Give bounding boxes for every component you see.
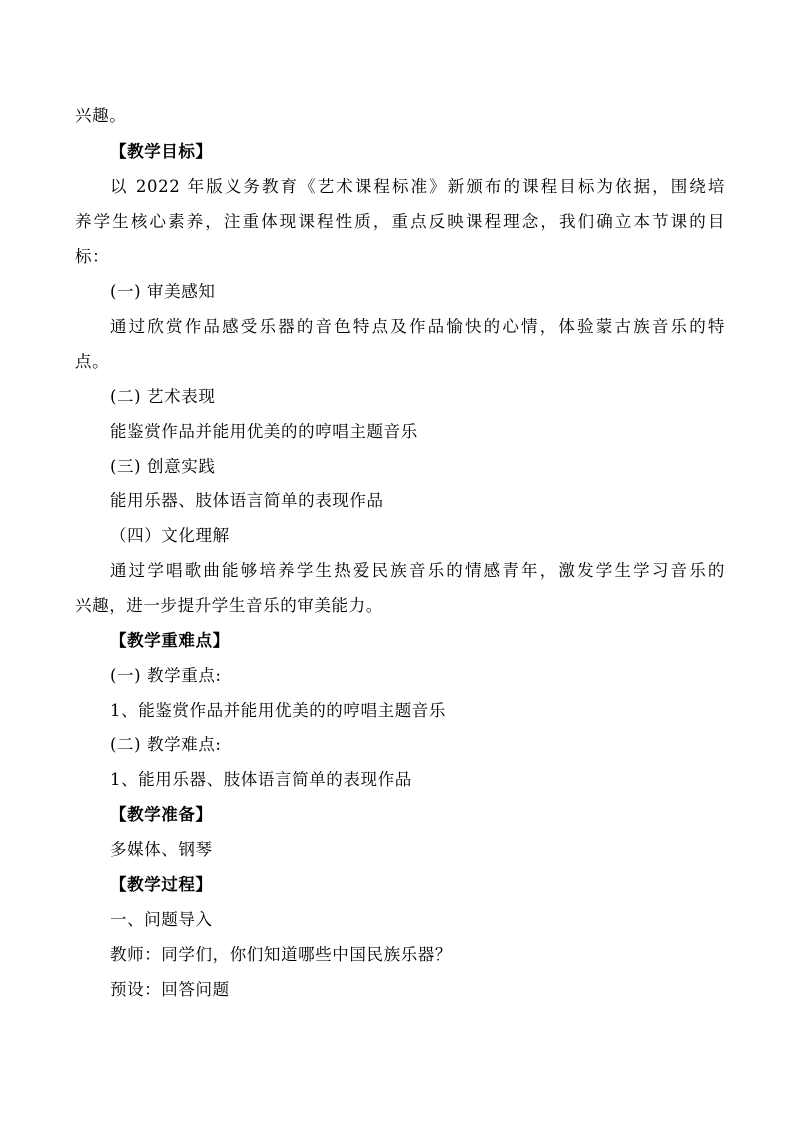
section-heading-teaching-goals: 【教学目标】 <box>110 142 213 161</box>
paragraph-line: 通过欣赏作品感受乐器的音色特点及作品愉快的心情，体验蒙古族音乐的特 <box>110 317 725 336</box>
section-heading-process: 【教学过程】 <box>110 875 213 894</box>
paragraph-line: 预设：回答问题 <box>110 980 230 999</box>
paragraph-line: 点。 <box>75 352 110 371</box>
paragraph-line: 养学生核心素养，注重体现课程性质，重点反映课程理念，我们确立本节课的目 <box>75 212 725 231</box>
subheading-creative-practice: (三) 创意实践 <box>110 457 216 476</box>
paragraph-line: 多媒体、钢琴 <box>110 840 213 859</box>
paragraph-line: 以 2022 年版义务教育《艺术课程标准》新颁布的课程目标为依据，围绕培 <box>110 177 725 196</box>
section-heading-preparation: 【教学准备】 <box>110 805 213 824</box>
text-line: 兴趣。 <box>75 106 127 125</box>
subheading-aesthetic-perception: (一) 审美感知 <box>110 282 216 301</box>
subheading-artistic-expression: (二) 艺术表现 <box>110 387 216 406</box>
section-heading-key-points: 【教学重难点】 <box>110 631 230 650</box>
paragraph-line: 标： <box>75 247 110 266</box>
list-item: 1、能鉴赏作品并能用优美的的哼唱主题音乐 <box>110 701 446 720</box>
subheading-cultural-understanding: （四）文化理解 <box>110 526 230 545</box>
subheading-teaching-focus: (一) 教学重点: <box>110 666 222 685</box>
paragraph-line: 兴趣，进一步提升学生音乐的审美能力。 <box>75 596 383 615</box>
subheading-question-intro: 一、问题导入 <box>110 910 213 929</box>
paragraph-line: 能用乐器、肢体语言简单的表现作品 <box>110 491 384 510</box>
paragraph-line: 通过学唱歌曲能够培养学生热爱民族音乐的情感青年，激发学生学习音乐的 <box>110 561 725 580</box>
paragraph-line: 教师：同学们，你们知道哪些中国民族乐器？ <box>110 945 452 964</box>
list-item: 1、能用乐器、肢体语言简单的表现作品 <box>110 770 412 789</box>
paragraph-line: 能鉴赏作品并能用优美的的哼唱主题音乐 <box>110 422 418 441</box>
subheading-teaching-difficulty: (二) 教学难点: <box>110 735 222 754</box>
